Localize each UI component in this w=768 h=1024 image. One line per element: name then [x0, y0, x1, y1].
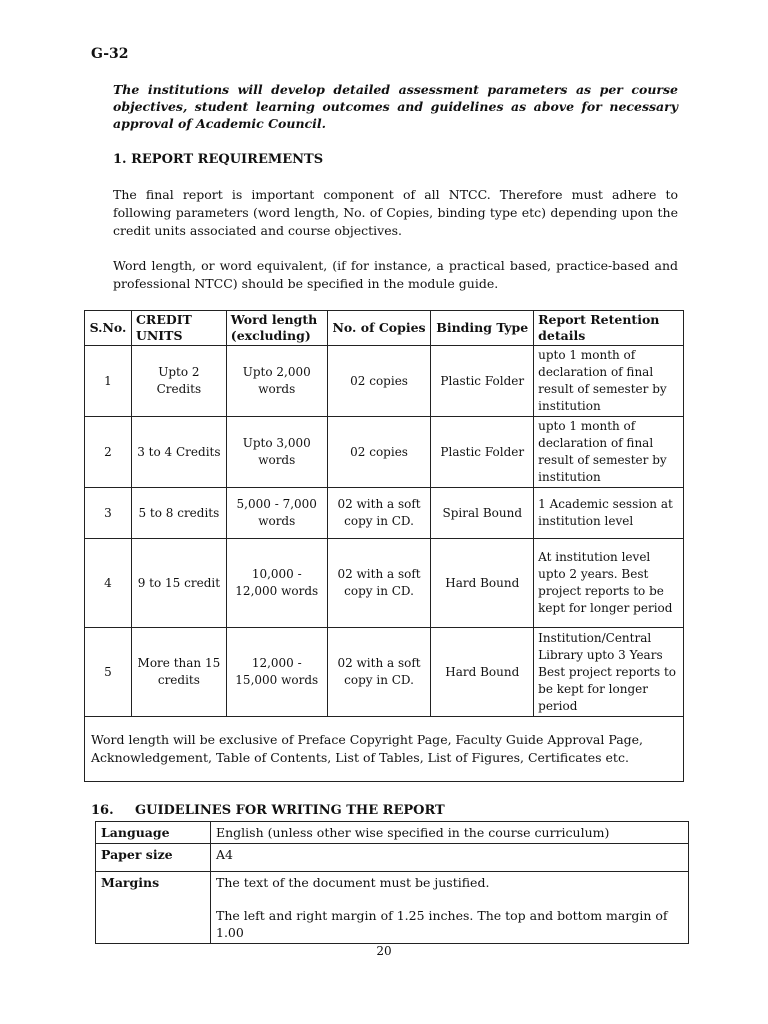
cell-credits: Upto 2 Credits: [131, 346, 226, 417]
cell-credits: More than 15 credits: [131, 628, 226, 717]
language-label: Language: [96, 822, 211, 844]
table-row: [85, 628, 684, 717]
table-row: [85, 346, 684, 417]
header-retention: Report Retention details: [534, 311, 684, 346]
intro-paragraph: The institutions will develop detailed assessment parameters as per course objectives, student learning outcomes and guidelines as above for necessary approval of Academic Council.: [113, 82, 678, 131]
section-title: GUIDELINES FOR WRITING THE REPORT: [135, 803, 445, 818]
margins-label: Margins: [96, 872, 211, 944]
cell-binding: Hard Bound: [431, 628, 534, 717]
word-length-note: Word length will be exclusive of Preface Copyright Page, Faculty Guide Approval Page, Acknowledgement, Table of Contents, List of Tables, List of Figures, Certificates etc.: [85, 717, 684, 782]
table-row: [96, 872, 689, 944]
cell-copies: 02 copies: [327, 417, 431, 488]
cell-binding: Plastic Folder: [431, 417, 534, 488]
margins-text-2: The left and right margin of 1.25 inches. The top and bottom margin of 1.00: [216, 908, 668, 940]
cell-copies: 02 copies: [327, 346, 431, 417]
page-number: 20: [376, 944, 392, 958]
table-row: [85, 539, 684, 628]
guidelines-table: [95, 821, 689, 944]
cell-credits: 9 to 15 credit: [131, 539, 226, 628]
cell-copies: 02 with a soft copy in CD.: [327, 488, 431, 539]
cell-sno: 5: [85, 628, 132, 717]
margins-text-1: The text of the document must be justified.: [216, 875, 490, 890]
cell-retention: 1 Academic session at institution level: [534, 488, 684, 539]
cell-copies: 02 with a soft copy in CD.: [327, 539, 431, 628]
cell-copies: 02 with a soft copy in CD.: [327, 628, 431, 717]
section-number: 16.: [91, 803, 114, 818]
cell-word-length: Upto 3,000 words: [226, 417, 327, 488]
report-requirements-paragraph-1: The final report is important component of all NTCC. Therefore must adhere to following parameters (word length, No. of Copies, binding type etc) depending upon the credit units associated and course objectives.: [113, 187, 678, 238]
cell-word-length: 10,000 - 12,000 words: [226, 539, 327, 628]
cell-binding: Hard Bound: [431, 539, 534, 628]
header-sno: S.No.: [85, 311, 132, 346]
table-note-row: [85, 717, 684, 782]
cell-sno: 2: [85, 417, 132, 488]
margins-value: [211, 872, 689, 944]
header-binding: Binding Type: [431, 311, 534, 346]
header-credit-units: CREDIT UNITS: [131, 311, 226, 346]
language-value: English (unless other wise specified in the course curriculum): [211, 822, 689, 844]
page-code: G-32: [91, 46, 129, 62]
cell-retention: Institution/Central Library upto 3 Years Best project reports to be kept for longer period: [534, 628, 684, 717]
cell-word-length: Upto 2,000 words: [226, 346, 327, 417]
header-copies: No. of Copies: [327, 311, 431, 346]
paper-size-value: A4: [211, 844, 689, 872]
table-header-row: [85, 311, 684, 346]
header-word-length: Word length (excluding): [226, 311, 327, 346]
report-requirements-paragraph-2: Word length, or word equivalent, (if for instance, a practical based, practice-based and professional NTCC) should be specified in the module guide.: [113, 258, 678, 291]
report-requirements-table: [84, 310, 684, 782]
cell-sno: 3: [85, 488, 132, 539]
cell-retention: upto 1 month of declaration of final result of semester by institution: [534, 346, 684, 417]
cell-binding: Spiral Bound: [431, 488, 534, 539]
table-row: [96, 844, 689, 872]
cell-word-length: 5,000 - 7,000 words: [226, 488, 327, 539]
cell-credits: 5 to 8 credits: [131, 488, 226, 539]
table-row: [85, 417, 684, 488]
table-row: [85, 488, 684, 539]
cell-sno: 1: [85, 346, 132, 417]
section-heading-report-requirements: 1. REPORT REQUIREMENTS: [113, 152, 324, 167]
table-row: [96, 822, 689, 844]
cell-binding: Plastic Folder: [431, 346, 534, 417]
cell-credits: 3 to 4 Credits: [131, 417, 226, 488]
spacer: [216, 891, 683, 907]
section-heading-guidelines: [91, 803, 445, 818]
cell-retention: upto 1 month of declaration of final result of semester by institution: [534, 417, 684, 488]
cell-word-length: 12,000 - 15,000 words: [226, 628, 327, 717]
cell-retention: At institution level upto 2 years. Best project reports to be kept for longer period: [534, 539, 684, 628]
cell-sno: 4: [85, 539, 132, 628]
paper-size-label: Paper size: [96, 844, 211, 872]
